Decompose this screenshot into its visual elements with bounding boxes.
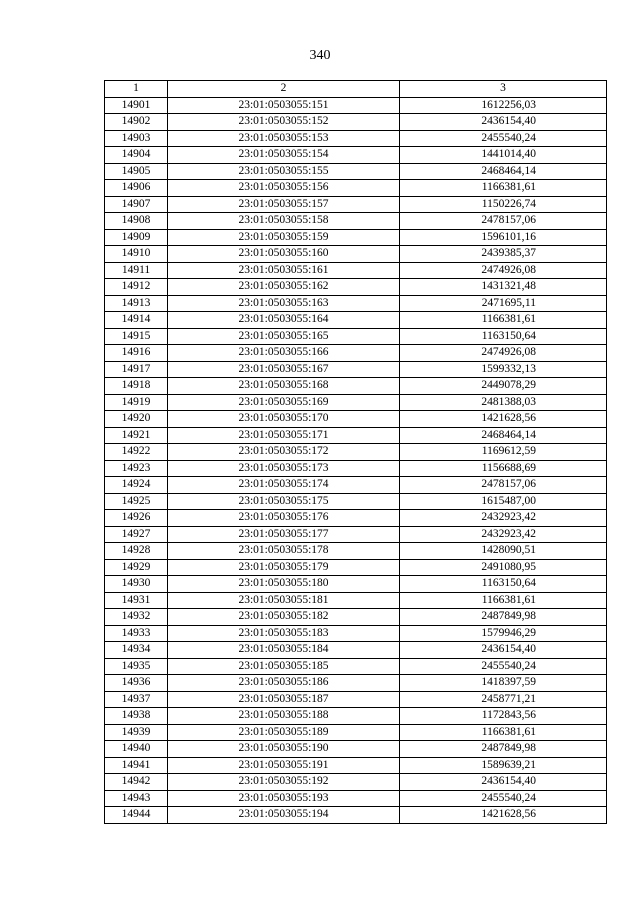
table-row xyxy=(105,345,607,362)
table-row xyxy=(105,592,607,609)
table-row xyxy=(105,196,607,213)
row-number-cell: 14909 xyxy=(105,229,168,246)
table-row xyxy=(105,576,607,593)
row-number-cell: 14921 xyxy=(105,427,168,444)
table-row xyxy=(105,691,607,708)
cadastral-number-cell: 23:01:0503055:178 xyxy=(168,543,400,560)
table-row xyxy=(105,460,607,477)
row-number-cell: 14940 xyxy=(105,741,168,758)
value-cell: 1418397,59 xyxy=(400,675,607,692)
value-cell: 2436154,40 xyxy=(400,114,607,131)
table-row xyxy=(105,262,607,279)
row-number-cell: 14935 xyxy=(105,658,168,675)
cadastral-number-cell: 23:01:0503055:171 xyxy=(168,427,400,444)
cadastral-number-cell: 23:01:0503055:189 xyxy=(168,724,400,741)
value-cell: 1172843,56 xyxy=(400,708,607,725)
table-row xyxy=(105,427,607,444)
value-cell: 2432923,42 xyxy=(400,526,607,543)
value-cell: 1441014,40 xyxy=(400,147,607,164)
table-row xyxy=(105,477,607,494)
value-cell: 2436154,40 xyxy=(400,642,607,659)
column-header-3: 3 xyxy=(400,81,607,98)
row-number-cell: 14912 xyxy=(105,279,168,296)
cadastral-number-cell: 23:01:0503055:193 xyxy=(168,790,400,807)
cadastral-number-cell: 23:01:0503055:170 xyxy=(168,411,400,428)
value-cell: 2455540,24 xyxy=(400,790,607,807)
row-number-cell: 14922 xyxy=(105,444,168,461)
table-row xyxy=(105,790,607,807)
table-row xyxy=(105,312,607,329)
row-number-cell: 14932 xyxy=(105,609,168,626)
row-number-cell: 14913 xyxy=(105,295,168,312)
value-cell: 1169612,59 xyxy=(400,444,607,461)
row-number-cell: 14902 xyxy=(105,114,168,131)
row-number-cell: 14908 xyxy=(105,213,168,230)
value-cell: 1589639,21 xyxy=(400,757,607,774)
row-number-cell: 14904 xyxy=(105,147,168,164)
table-row xyxy=(105,328,607,345)
value-cell: 1612256,03 xyxy=(400,97,607,114)
value-cell: 2478157,06 xyxy=(400,477,607,494)
row-number-cell: 14914 xyxy=(105,312,168,329)
cadastral-number-cell: 23:01:0503055:151 xyxy=(168,97,400,114)
table-row xyxy=(105,741,607,758)
row-number-cell: 14926 xyxy=(105,510,168,527)
cadastral-number-cell: 23:01:0503055:167 xyxy=(168,361,400,378)
table-row xyxy=(105,757,607,774)
table-row xyxy=(105,163,607,180)
table-row xyxy=(105,642,607,659)
table-row xyxy=(105,675,607,692)
table-row xyxy=(105,130,607,147)
table-row xyxy=(105,295,607,312)
cadastral-number-cell: 23:01:0503055:169 xyxy=(168,394,400,411)
cadastral-number-cell: 23:01:0503055:172 xyxy=(168,444,400,461)
row-number-cell: 14944 xyxy=(105,807,168,824)
row-number-cell: 14937 xyxy=(105,691,168,708)
value-cell: 1166381,61 xyxy=(400,312,607,329)
value-cell: 1166381,61 xyxy=(400,180,607,197)
row-number-cell: 14917 xyxy=(105,361,168,378)
row-number-cell: 14943 xyxy=(105,790,168,807)
table-row xyxy=(105,625,607,642)
cadastral-number-cell: 23:01:0503055:186 xyxy=(168,675,400,692)
table-row xyxy=(105,444,607,461)
table-row xyxy=(105,559,607,576)
row-number-cell: 14911 xyxy=(105,262,168,279)
cadastral-number-cell: 23:01:0503055:190 xyxy=(168,741,400,758)
cadastral-number-cell: 23:01:0503055:159 xyxy=(168,229,400,246)
cadastral-number-cell: 23:01:0503055:152 xyxy=(168,114,400,131)
value-cell: 2432923,42 xyxy=(400,510,607,527)
row-number-cell: 14923 xyxy=(105,460,168,477)
table-row xyxy=(105,724,607,741)
cadastral-number-cell: 23:01:0503055:165 xyxy=(168,328,400,345)
page-number: 340 xyxy=(309,48,331,63)
value-cell: 2478157,06 xyxy=(400,213,607,230)
cadastral-number-cell: 23:01:0503055:185 xyxy=(168,658,400,675)
value-cell: 2468464,14 xyxy=(400,427,607,444)
table-row xyxy=(105,114,607,131)
table-row xyxy=(105,493,607,510)
table-row xyxy=(105,609,607,626)
cadastral-number-cell: 23:01:0503055:181 xyxy=(168,592,400,609)
value-cell: 2468464,14 xyxy=(400,163,607,180)
value-cell: 1163150,64 xyxy=(400,328,607,345)
cadastral-number-cell: 23:01:0503055:179 xyxy=(168,559,400,576)
row-number-cell: 14929 xyxy=(105,559,168,576)
row-number-cell: 14918 xyxy=(105,378,168,395)
row-number-cell: 14919 xyxy=(105,394,168,411)
value-cell: 2436154,40 xyxy=(400,774,607,791)
row-number-cell: 14934 xyxy=(105,642,168,659)
cadastral-number-cell: 23:01:0503055:154 xyxy=(168,147,400,164)
cadastral-number-cell: 23:01:0503055:194 xyxy=(168,807,400,824)
cadastral-number-cell: 23:01:0503055:192 xyxy=(168,774,400,791)
table-row xyxy=(105,97,607,114)
row-number-cell: 14916 xyxy=(105,345,168,362)
value-cell: 1579946,29 xyxy=(400,625,607,642)
row-number-cell: 14942 xyxy=(105,774,168,791)
value-cell: 1163150,64 xyxy=(400,576,607,593)
table-row xyxy=(105,807,607,824)
value-cell: 2439385,37 xyxy=(400,246,607,263)
table-row xyxy=(105,147,607,164)
cadastral-number-cell: 23:01:0503055:176 xyxy=(168,510,400,527)
row-number-cell: 14915 xyxy=(105,328,168,345)
row-number-cell: 14941 xyxy=(105,757,168,774)
row-number-cell: 14901 xyxy=(105,97,168,114)
row-number-cell: 14933 xyxy=(105,625,168,642)
value-cell: 1166381,61 xyxy=(400,592,607,609)
cadastral-number-cell: 23:01:0503055:175 xyxy=(168,493,400,510)
table-row xyxy=(105,411,607,428)
table-row xyxy=(105,708,607,725)
row-number-cell: 14907 xyxy=(105,196,168,213)
row-number-cell: 14905 xyxy=(105,163,168,180)
value-cell: 1599332,13 xyxy=(400,361,607,378)
row-number-cell: 14903 xyxy=(105,130,168,147)
cadastral-number-cell: 23:01:0503055:168 xyxy=(168,378,400,395)
value-cell: 1431321,48 xyxy=(400,279,607,296)
cadastral-number-cell: 23:01:0503055:163 xyxy=(168,295,400,312)
cadastral-number-cell: 23:01:0503055:187 xyxy=(168,691,400,708)
value-cell: 2487849,98 xyxy=(400,741,607,758)
row-number-cell: 14928 xyxy=(105,543,168,560)
value-cell: 2481388,03 xyxy=(400,394,607,411)
value-cell: 1156688,69 xyxy=(400,460,607,477)
table-row xyxy=(105,658,607,675)
cadastral-number-cell: 23:01:0503055:155 xyxy=(168,163,400,180)
data-table xyxy=(104,80,607,824)
row-number-cell: 14924 xyxy=(105,477,168,494)
cadastral-number-cell: 23:01:0503055:184 xyxy=(168,642,400,659)
cadastral-number-cell: 23:01:0503055:162 xyxy=(168,279,400,296)
cadastral-number-cell: 23:01:0503055:156 xyxy=(168,180,400,197)
row-number-cell: 14930 xyxy=(105,576,168,593)
value-cell: 1615487,00 xyxy=(400,493,607,510)
row-number-cell: 14906 xyxy=(105,180,168,197)
row-number-cell: 14927 xyxy=(105,526,168,543)
cadastral-number-cell: 23:01:0503055:183 xyxy=(168,625,400,642)
value-cell: 1596101,16 xyxy=(400,229,607,246)
cadastral-number-cell: 23:01:0503055:180 xyxy=(168,576,400,593)
value-cell: 1428090,51 xyxy=(400,543,607,560)
table-row xyxy=(105,180,607,197)
table-row xyxy=(105,229,607,246)
table-row xyxy=(105,378,607,395)
value-cell: 2491080,95 xyxy=(400,559,607,576)
table-row xyxy=(105,774,607,791)
table-body xyxy=(105,97,607,823)
row-number-cell: 14910 xyxy=(105,246,168,263)
value-cell: 1166381,61 xyxy=(400,724,607,741)
value-cell: 2455540,24 xyxy=(400,130,607,147)
cadastral-number-cell: 23:01:0503055:161 xyxy=(168,262,400,279)
value-cell: 2487849,98 xyxy=(400,609,607,626)
row-number-cell: 14938 xyxy=(105,708,168,725)
table-row xyxy=(105,213,607,230)
cadastral-number-cell: 23:01:0503055:174 xyxy=(168,477,400,494)
table-row xyxy=(105,394,607,411)
column-header-2: 2 xyxy=(168,81,400,98)
value-cell: 1150226,74 xyxy=(400,196,607,213)
cadastral-number-cell: 23:01:0503055:182 xyxy=(168,609,400,626)
value-cell: 2458771,21 xyxy=(400,691,607,708)
cadastral-number-cell: 23:01:0503055:153 xyxy=(168,130,400,147)
value-cell: 2455540,24 xyxy=(400,658,607,675)
cadastral-number-cell: 23:01:0503055:173 xyxy=(168,460,400,477)
cadastral-number-cell: 23:01:0503055:164 xyxy=(168,312,400,329)
value-cell: 2474926,08 xyxy=(400,345,607,362)
table-row xyxy=(105,246,607,263)
cadastral-number-cell: 23:01:0503055:160 xyxy=(168,246,400,263)
value-cell: 1421628,56 xyxy=(400,411,607,428)
cadastral-number-cell: 23:01:0503055:188 xyxy=(168,708,400,725)
cadastral-number-cell: 23:01:0503055:177 xyxy=(168,526,400,543)
value-cell: 1421628,56 xyxy=(400,807,607,824)
cadastral-number-cell: 23:01:0503055:158 xyxy=(168,213,400,230)
value-cell: 2474926,08 xyxy=(400,262,607,279)
row-number-cell: 14920 xyxy=(105,411,168,428)
value-cell: 2449078,29 xyxy=(400,378,607,395)
table-row xyxy=(105,361,607,378)
row-number-cell: 14939 xyxy=(105,724,168,741)
column-header-1: 1 xyxy=(105,81,168,98)
table-row xyxy=(105,543,607,560)
table-row xyxy=(105,279,607,296)
value-cell: 2471695,11 xyxy=(400,295,607,312)
table-row xyxy=(105,526,607,543)
table-header-row xyxy=(105,81,607,98)
cadastral-number-cell: 23:01:0503055:157 xyxy=(168,196,400,213)
row-number-cell: 14936 xyxy=(105,675,168,692)
row-number-cell: 14931 xyxy=(105,592,168,609)
cadastral-number-cell: 23:01:0503055:191 xyxy=(168,757,400,774)
row-number-cell: 14925 xyxy=(105,493,168,510)
cadastral-number-cell: 23:01:0503055:166 xyxy=(168,345,400,362)
table-row xyxy=(105,510,607,527)
